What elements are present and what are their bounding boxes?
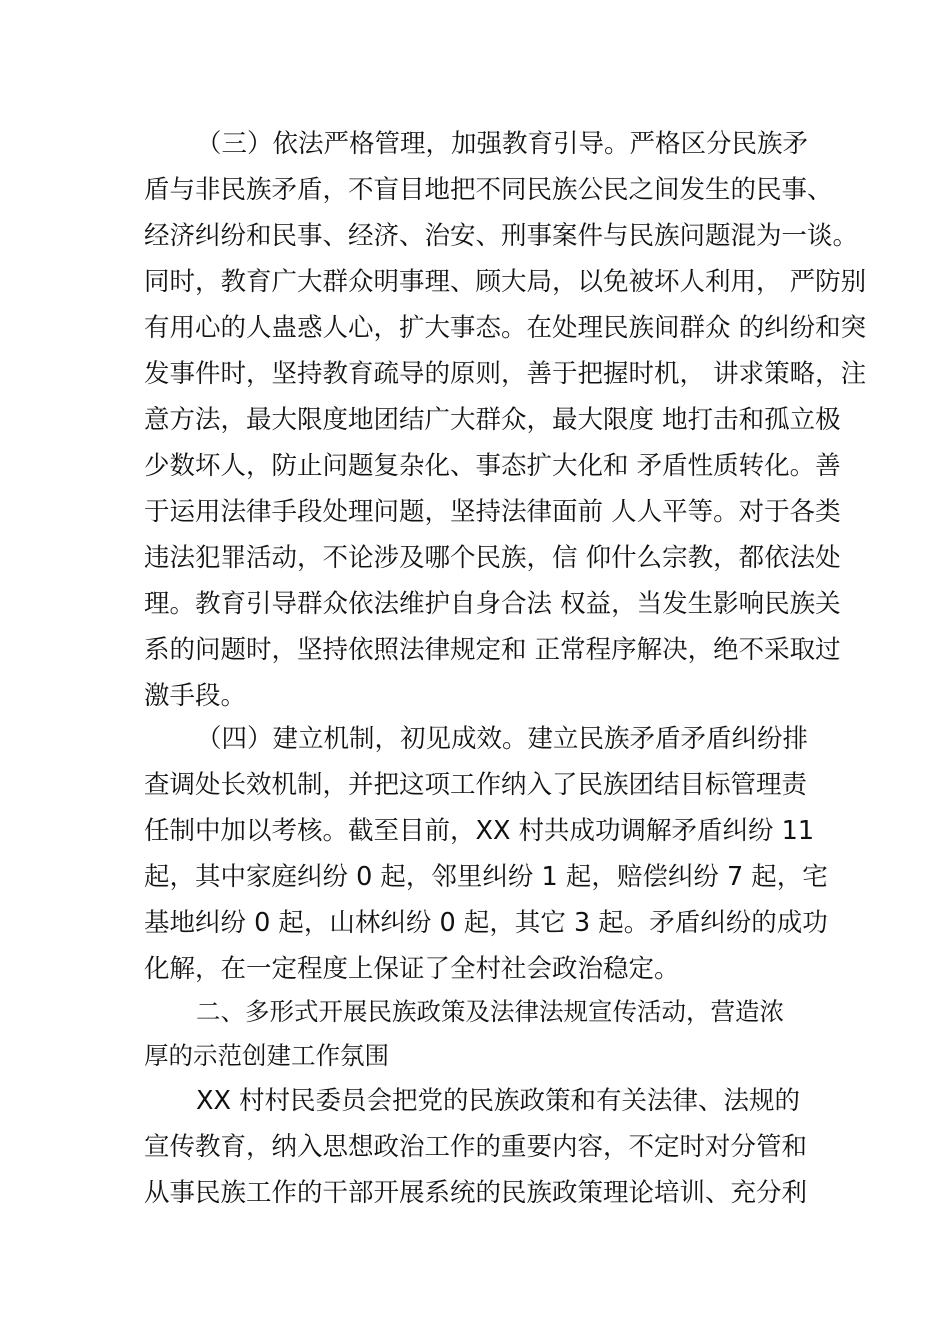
paragraph-three-line-8: 少数坏人，防止问题复杂化、事态扩大化和 矛盾性质转化。善 — [144, 451, 841, 481]
paragraph-four-line-2: 查调处长效机制，并把这项工作纳入了民族团结目标管理责 — [144, 770, 808, 800]
paragraph-three-line-2: 盾与非民族矛盾，不盲目地把不同民族公民之间发生的民事、 — [144, 175, 833, 205]
paragraph-four-line-6: 化解，在一定程度上保证了全村社会政治稳定。 — [144, 954, 680, 984]
paragraph-three-line-11: 理。教育引导群众依法维护自身合法 权益，当发生影响民族关 — [144, 589, 841, 619]
paragraph-four-line-3: 任制中加以考核。截至目前，XX 村共成功调解矛盾纠纷 11 — [144, 816, 815, 846]
paragraph-three-line-9: 于运用法律手段处理问题，坚持法律面前 人人平等。对于各类 — [144, 497, 841, 527]
paragraph-three-line-10: 违法犯罪活动，不论涉及哪个民族，信 仰什么宗教，都依法处 — [144, 543, 841, 573]
section-two-heading-line-1: 二、多形式开展民族政策及法律法规宣传活动，营造浓 — [196, 997, 784, 1026]
section-two-body-line-3: 从事民族工作的干部开展系统的民族政策理论培训、充分利 — [144, 1178, 808, 1208]
paragraph-three-line-5: 有用心的人蛊惑人心，扩大事态。在处理民族间群众 的纠纷和突 — [144, 313, 867, 343]
paragraph-four-line-4: 起，其中家庭纠纷 0 起，邻里纠纷 1 起，赔偿纠纷 7 起，宅 — [144, 862, 828, 892]
paragraph-four-line-5: 基地纠纷 0 起，山林纠纷 0 起，其它 3 起。矛盾纠纷的成功 — [144, 908, 828, 938]
section-two-body-line-1: XX 村村民委员会把党的民族政策和有关法律、法规的 — [196, 1086, 801, 1116]
section-two-heading-line-2: 厚的示范创建工作氛围 — [144, 1041, 389, 1070]
paragraph-three-line-13: 激手段。 — [144, 681, 247, 711]
paragraph-three-line-4: 同时，教育广大群众明事理、顾大局，以免被坏人利用， 严防别 — [144, 267, 867, 297]
paragraph-three-line-6: 发事件时，坚持教育疏导的原则，善于把握时机， 讲求策略，注 — [144, 359, 867, 389]
paragraph-four-line-1: （四）建立机制，初见成效。建立民族矛盾矛盾纠纷排 — [196, 724, 809, 754]
paragraph-three-line-7: 意方法，最大限度地团结广大群众，最大限度 地打击和孤立极 — [144, 405, 841, 435]
paragraph-three-line-3: 经济纠纷和民事、经济、治安、刑事案件与民族问题混为一谈。 — [144, 221, 859, 251]
paragraph-three-line-12: 系的问题时，坚持依照法律规定和 正常程序解决，绝不采取过 — [144, 635, 841, 665]
section-two-body-line-2: 宣传教育，纳入思想政治工作的重要内容，不定时对分管和 — [144, 1132, 808, 1162]
paragraph-three-line-1: （三）依法严格管理，加强教育引导。严格区分民族矛 — [196, 129, 809, 159]
